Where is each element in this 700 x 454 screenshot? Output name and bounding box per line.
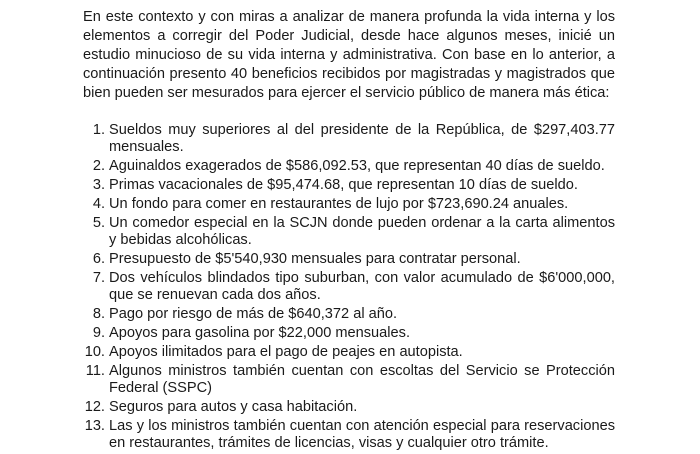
list-item-number: 5. — [92, 215, 105, 231]
list-item — [83, 418, 615, 452]
list-item-text: Un fondo para comer en restaurantes de lujo por $723,690.24 anuales. — [109, 196, 569, 212]
list-item-number: 1. — [92, 122, 105, 138]
list-item-text: Aguinaldos exagerados de $586,092.53, que representan 40 días de sueldo. — [109, 158, 605, 174]
list-item — [83, 363, 615, 397]
list-item — [83, 344, 615, 361]
list-item-number: 7. — [92, 270, 105, 286]
list-item-number: 2. — [92, 158, 105, 174]
list-item-number: 11. — [85, 363, 105, 379]
list-item-number: 4. — [92, 196, 105, 212]
list-item — [83, 177, 615, 194]
list-item-text: Algunos ministros también cuentan con escoltas del Servicio se Protección Federal (SSPC) — [109, 363, 615, 396]
list-item-text: Apoyos para gasolina por $22,000 mensuales. — [109, 325, 410, 341]
intro-paragraph: En este contexto y con miras a analizar de manera profunda la vida interna y los elementos a corregir del Poder Judicial, desde hace algunos meses, inicié un estudio minucioso de su vida interna y administrativa. Con base en lo anterior, a continuación presento 40 beneficios recibidos por magistradas y magistrados que bien pueden ser mesurados para ejercer el servicio público de manera más ética: — [83, 9, 615, 101]
list-item-number: 13. — [84, 418, 105, 434]
list-item-text: Dos vehículos blindados tipo suburban, con valor acumulado de $6'000,000, que se renuevan cada dos años. — [109, 270, 615, 303]
list-item-text: Un comedor especial en la SCJN donde pueden ordenar a la carta alimentos y bebidas alcohólicas. — [109, 215, 615, 248]
list-item — [83, 251, 615, 268]
list-item — [83, 215, 615, 249]
list-item-number: 10. — [84, 344, 105, 360]
list-item — [83, 270, 615, 304]
list-item-number: 8. — [92, 306, 105, 322]
list-item-number: 9. — [92, 325, 105, 341]
list-item — [83, 196, 615, 213]
list-item — [83, 122, 615, 156]
list-item-text: Sueldos muy superiores al del presidente de la República, de $297,403.77 mensuales. — [109, 122, 615, 155]
list-item — [83, 306, 615, 323]
list-item-text: Seguros para autos y casa habitación. — [109, 399, 358, 415]
document-page — [83, 8, 615, 454]
list-item-text: Las y los ministros también cuentan con atención especial para reservaciones en restaurantes, trámites de licencias, visas y cualquier otro trámite. — [109, 418, 615, 451]
benefits-list — [83, 122, 615, 452]
list-item-text: Presupuesto de $5'540,930 mensuales para contratar personal. — [109, 251, 521, 267]
list-item-text: Apoyos ilimitados para el pago de peajes en autopista. — [109, 344, 463, 360]
list-item-text: Pago por riesgo de más de $640,372 al año. — [109, 306, 398, 322]
list-item — [83, 325, 615, 342]
list-item-number: 3. — [92, 177, 105, 193]
list-item-number: 12. — [84, 399, 105, 415]
list-item-text: Primas vacacionales de $95,474.68, que representan 10 días de sueldo. — [109, 177, 578, 193]
list-item — [83, 158, 615, 175]
list-item-number: 6. — [92, 251, 105, 267]
list-item — [83, 399, 615, 416]
